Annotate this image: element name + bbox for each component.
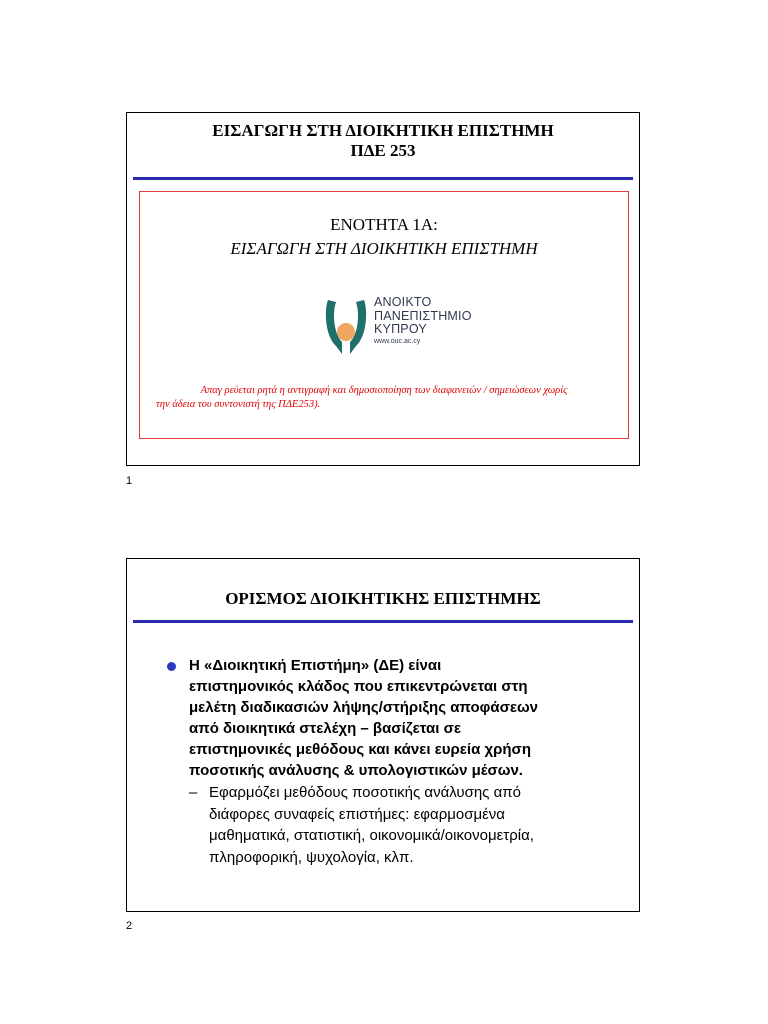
- title-line-2: ΠΔΕ 253: [350, 141, 416, 160]
- slide-1: [126, 112, 640, 466]
- sub-line-4: πληροφορική, ψυχολογία, κλπ.: [209, 848, 414, 866]
- notice-line-2: την άδεια του συντονιστή της ΠΔΕ253).: [156, 399, 321, 410]
- bullet-line-6: ποσοτικής ανάλυσης & υπολογιστικών μέσων.: [189, 762, 523, 779]
- bullet-dot-icon: [167, 662, 176, 671]
- sub-line-3: μαθηματικά, στατιστική, οικονομικά/οικονομετρία,: [209, 827, 534, 844]
- university-logo: [322, 296, 492, 362]
- title-divider: [133, 620, 633, 623]
- logo-line-3: ΚΥΠΡΟΥ: [374, 322, 427, 336]
- unit-heading: ΕΝΟΤΗΤΑ 1Α:: [330, 215, 438, 234]
- slide-2-title: ΟΡΙΣΜΟΣ ΔΙΟΙΚΗΤΙΚΗΣ ΕΠΙΣΤΗΜΗΣ: [225, 589, 541, 608]
- logo-line-1: ΑΝΟΙΚΤΟ: [374, 295, 432, 309]
- logo-line-2: ΠΑΝΕΠΙΣΤΗΜΙΟ: [374, 308, 472, 323]
- sub-bullet-text: [209, 782, 599, 868]
- sub-bullet-dash: –: [189, 784, 198, 801]
- unit-subtitle: ΕΙΣΑΓΩΓΗ ΣΤΗ ΔΙΟΙΚΗΤΙΚΗ ΕΠΙΣΤΗΜΗ: [230, 239, 538, 258]
- slide-2: [126, 558, 640, 912]
- page-number-2: 2: [126, 920, 133, 932]
- sub-line-1: Εφαρμόζει μεθόδους ποσοτικής ανάλυσης από: [209, 784, 521, 801]
- title-divider: [133, 177, 633, 180]
- logo-url: www.ouc.ac.cy: [374, 337, 421, 345]
- notice-line-1: Απαγ ρεύεται ρητά η αντιγραφή και δημοσιοποίηση των διαφανειών / σημειώσεων χωρίς: [200, 385, 568, 396]
- bullet-line-1: Η «Διοικητική Επιστήμη» (ΔΕ) είναι: [189, 657, 442, 674]
- copyright-notice: [150, 384, 618, 412]
- title-line-1: ΕΙΣΑΓΩΓΗ ΣΤΗ ΔΙΟΙΚΗΤΙΚΗ ΕΠΙΣΤΗΜΗ: [212, 121, 554, 140]
- slide-1-title: [127, 121, 639, 161]
- bullet-text: [189, 655, 609, 781]
- content-box: [139, 191, 629, 439]
- bullet-line-5: επιστημονικές μεθόδους και κάνει ευρεία χρήση: [189, 741, 531, 758]
- bullet-line-3: μελέτη διαδικασιών λήψης/στήριξης αποφάσεων: [189, 699, 538, 716]
- page-number-1: 1: [126, 475, 133, 487]
- bullet-line-4: από διοικητικά στελέχη – βασίζεται σε: [189, 720, 461, 737]
- sub-line-2: διάφορες συναφείς επιστήμες: εφαρμοσμένα: [209, 805, 505, 823]
- logo-text: [374, 296, 472, 347]
- logo-emblem-icon: [322, 296, 370, 358]
- bullet-line-2: επιστημονικός κλάδος που επικεντρώνεται στη: [189, 678, 528, 695]
